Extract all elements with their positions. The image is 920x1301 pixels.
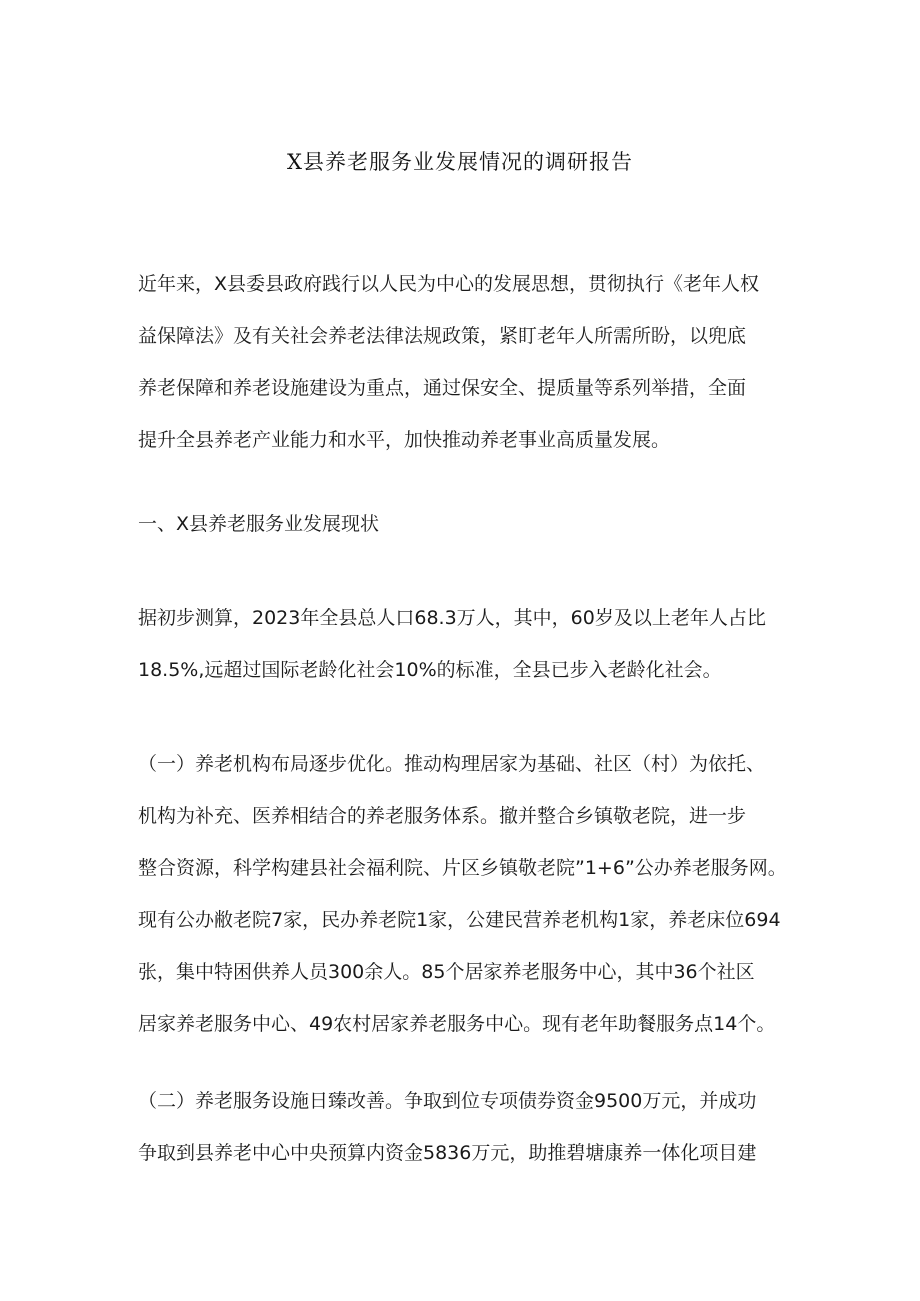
paragraph-line: 居家养老服务中心、49农村居家养老服务中心。现有老年助餐服务点14个。 xyxy=(138,1013,776,1035)
section-heading xyxy=(138,498,798,550)
paragraph-line: 益保障法》及有关社会养老法律法规政策，紧盯老年人所需所盼，以兜底 xyxy=(138,325,747,347)
paragraph-line: 据初步测算，2023年全县总人口68.3万人，其中，60岁及以上老年人占比 xyxy=(138,607,766,629)
subsection-one-paragraph xyxy=(138,738,798,1050)
section-heading-text: 一、X县养老服务业发展现状 xyxy=(138,513,380,535)
document-title: X县养老服务业发展情况的调研报告 xyxy=(287,150,633,174)
paragraph-line: 现有公办敝老院7家，民办养老院1家，公建民营养老机构1家，养老床位694 xyxy=(138,909,781,931)
paragraph-line: 争取到县养老中心中央预算内资金5836万元，助推碧塘康养一体化项目建 xyxy=(138,1142,757,1164)
subsection-two-paragraph xyxy=(138,1075,798,1179)
paragraph-line: 整合资源，科学构建县社会福利院、片区乡镇敬老院”1+6”公办养老服务网。 xyxy=(138,857,787,879)
paragraph-line: （二）养老服务设施日臻改善。争取到位专项债券资金9500万元，并成功 xyxy=(138,1090,757,1112)
paragraph-line: 张，集中特困供养人员300余人。85个居家养老服务中心，其中36个社区 xyxy=(138,961,755,983)
paragraph-line: 机构为补充、医养相结合的养老服务体系。撤并整合乡镇敬老院，进一步 xyxy=(138,805,747,827)
intro-paragraph xyxy=(138,258,798,466)
paragraph-line: 养老保障和养老设施建设为重点，通过保安全、提质量等系列举措，全面 xyxy=(138,377,747,399)
paragraph-line: 近年来，X县委县政府践行以人民为中心的发展思想，贯彻执行《老年人权 xyxy=(138,273,760,295)
paragraph-line: （一）养老机构布局逐步优化。推动构理居家为基础、社区（村）为依托、 xyxy=(138,753,766,775)
population-paragraph xyxy=(138,592,798,696)
paragraph-line: 提升全县养老产业能力和水平，加快推动养老事业高质量发展。 xyxy=(138,429,671,451)
paragraph-line: 18.5%,远超过国际老龄化社会10%的标准，全县已步入老龄化社会。 xyxy=(138,659,722,681)
